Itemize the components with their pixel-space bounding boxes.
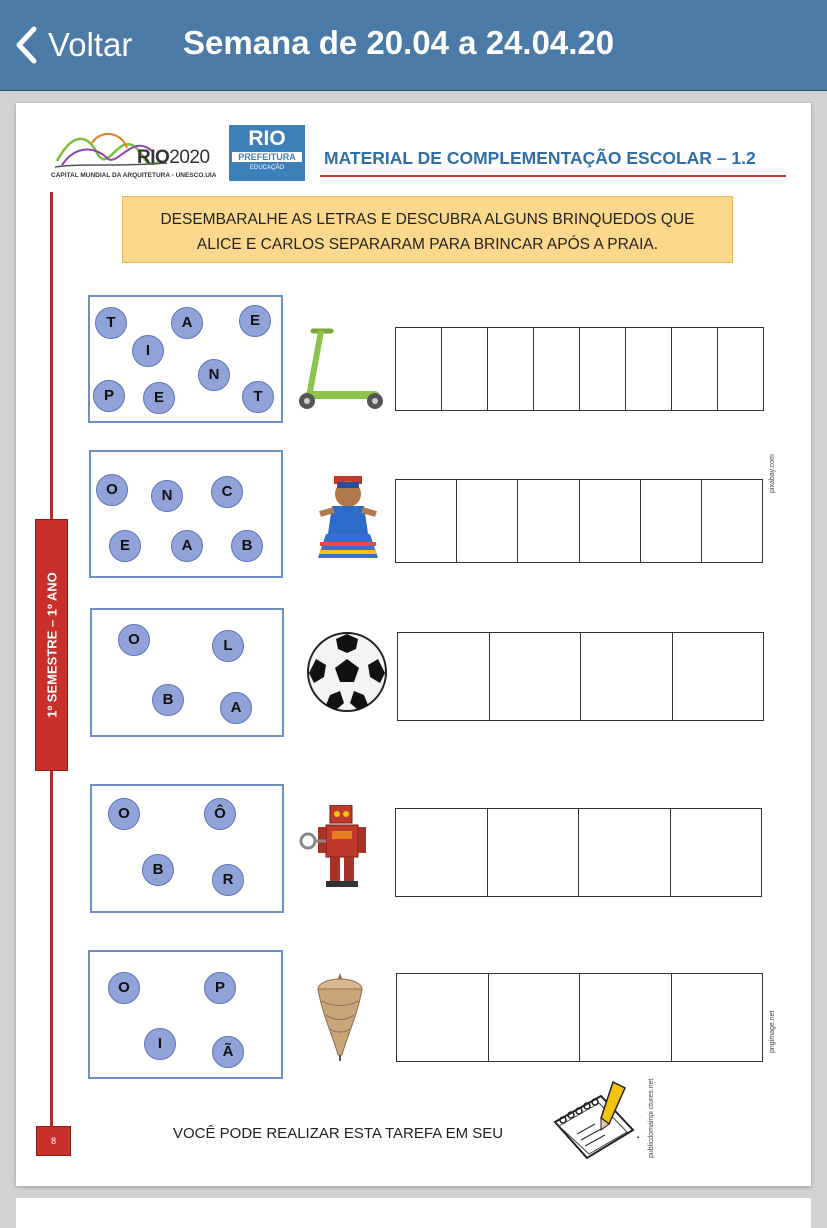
answer-cell[interactable] bbox=[490, 633, 582, 720]
letter-circle: E bbox=[239, 305, 271, 337]
pngimage-credit: pngimage.net bbox=[769, 1010, 776, 1053]
prefeitura-logo bbox=[229, 125, 305, 181]
letter-box-1 bbox=[88, 295, 283, 423]
answer-cell[interactable] bbox=[702, 480, 762, 562]
letter-circle: L bbox=[212, 630, 244, 662]
page-number: 8 bbox=[36, 1126, 71, 1156]
answer-cell[interactable] bbox=[672, 328, 718, 410]
robot-image bbox=[296, 805, 376, 891]
spinning-top-image bbox=[312, 969, 368, 1061]
answer-grid-1 bbox=[395, 327, 764, 411]
answer-cell[interactable] bbox=[396, 480, 457, 562]
answer-cell[interactable] bbox=[671, 809, 762, 896]
letter-circle: A bbox=[220, 692, 252, 724]
instruction-line-1: DESEMBARALHE AS LETRAS E DESCUBRA ALGUNS BRINQUEDOS QUE bbox=[160, 211, 695, 228]
answer-cell[interactable] bbox=[398, 633, 490, 720]
prefeitura-label: PREFEITURA bbox=[232, 152, 302, 162]
back-button[interactable] bbox=[14, 22, 132, 68]
rio2020-wordmark: RIO2020 bbox=[137, 147, 210, 168]
capital-caption: CAPITAL MUNDIAL DA ARQUITETURA - UNESCO.UIA bbox=[51, 172, 217, 179]
answer-cell[interactable] bbox=[579, 809, 671, 896]
letter-circle: E bbox=[143, 382, 175, 414]
answer-grid-4 bbox=[395, 808, 762, 897]
answer-cell[interactable] bbox=[442, 328, 488, 410]
answer-grid-3 bbox=[397, 632, 764, 721]
letter-circle: P bbox=[93, 380, 125, 412]
letter-circle: N bbox=[151, 480, 183, 512]
letter-circle: O bbox=[96, 474, 128, 506]
document-page bbox=[16, 103, 811, 1186]
soccer-ball-image bbox=[306, 631, 388, 713]
navigation-bar bbox=[0, 0, 827, 91]
answer-cell[interactable] bbox=[626, 328, 672, 410]
letter-circle: Ã bbox=[212, 1036, 244, 1068]
title-underline bbox=[320, 175, 786, 177]
material-title: MATERIAL DE COMPLEMENTAÇÃO ESCOLAR – 1.2 bbox=[324, 148, 756, 168]
answer-cell[interactable] bbox=[457, 480, 518, 562]
letter-circle: E bbox=[109, 530, 141, 562]
letter-circle: Ô bbox=[204, 798, 236, 830]
letter-circle: T bbox=[95, 307, 127, 339]
answer-cell[interactable] bbox=[718, 328, 763, 410]
answer-cell[interactable] bbox=[534, 328, 580, 410]
answer-cell[interactable] bbox=[672, 974, 763, 1061]
back-label: Voltar bbox=[48, 26, 133, 63]
prefeitura-rio-text: RIO bbox=[248, 127, 286, 150]
letter-circle: B bbox=[142, 854, 174, 886]
letter-circle: O bbox=[118, 624, 150, 656]
letter-circle: R bbox=[212, 864, 244, 896]
answer-cell[interactable] bbox=[580, 974, 672, 1061]
answer-cell[interactable] bbox=[488, 328, 534, 410]
scooter-image bbox=[295, 325, 387, 413]
answer-cell[interactable] bbox=[396, 809, 488, 896]
letter-circle: O bbox=[108, 972, 140, 1004]
letter-circle: B bbox=[231, 530, 263, 562]
answer-cell[interactable] bbox=[580, 480, 641, 562]
answer-cell[interactable] bbox=[518, 480, 579, 562]
answer-grid-2 bbox=[395, 479, 763, 563]
letter-circle: N bbox=[198, 359, 230, 391]
instruction-line-2: ALICE E CARLOS SEPARARAM PARA BRINCAR APÓS A PRAIA. bbox=[196, 236, 659, 253]
answer-cell[interactable] bbox=[581, 633, 673, 720]
instruction-box bbox=[122, 196, 733, 263]
notebook-icon bbox=[549, 1078, 639, 1160]
letter-box-5 bbox=[88, 950, 283, 1079]
letter-circle: I bbox=[132, 335, 164, 367]
answer-cell[interactable] bbox=[488, 809, 580, 896]
next-page bbox=[16, 1198, 811, 1228]
educacao-label: EDUCAÇÃO bbox=[249, 165, 284, 171]
answer-cell[interactable] bbox=[641, 480, 702, 562]
answer-cell[interactable] bbox=[580, 328, 626, 410]
letter-circle: I bbox=[144, 1028, 176, 1060]
letter-circle: B bbox=[152, 684, 184, 716]
letter-box-4 bbox=[90, 784, 284, 913]
answer-cell[interactable] bbox=[397, 974, 489, 1061]
letter-circle: T bbox=[242, 381, 274, 413]
letter-circle: P bbox=[204, 972, 236, 1004]
letter-circle: O bbox=[108, 798, 140, 830]
letter-circle: A bbox=[171, 307, 203, 339]
semester-label: 1º SEMESTRE – 1º ANO bbox=[44, 572, 59, 718]
pixabay-credit: pixabay.com bbox=[769, 454, 776, 493]
publicdomain-credit: publicdomainpi ctures.net bbox=[648, 1078, 655, 1158]
semester-badge bbox=[35, 519, 68, 771]
footer-dot: . bbox=[636, 1125, 641, 1142]
letter-box-3 bbox=[90, 608, 284, 737]
letter-circle: C bbox=[211, 476, 243, 508]
answer-cell[interactable] bbox=[489, 974, 581, 1061]
answer-cell[interactable] bbox=[396, 328, 442, 410]
letter-box-2 bbox=[89, 450, 283, 578]
footer-text: VOCÊ PODE REALIZAR ESTA TAREFA EM SEU bbox=[173, 1125, 504, 1142]
letter-circle: A bbox=[171, 530, 203, 562]
page-title: Semana de 20.04 a 24.04.20 bbox=[183, 24, 615, 61]
chevron-left-icon bbox=[14, 25, 38, 65]
answer-grid-5 bbox=[396, 973, 763, 1062]
doll-image bbox=[310, 476, 386, 566]
answer-cell[interactable] bbox=[673, 633, 764, 720]
